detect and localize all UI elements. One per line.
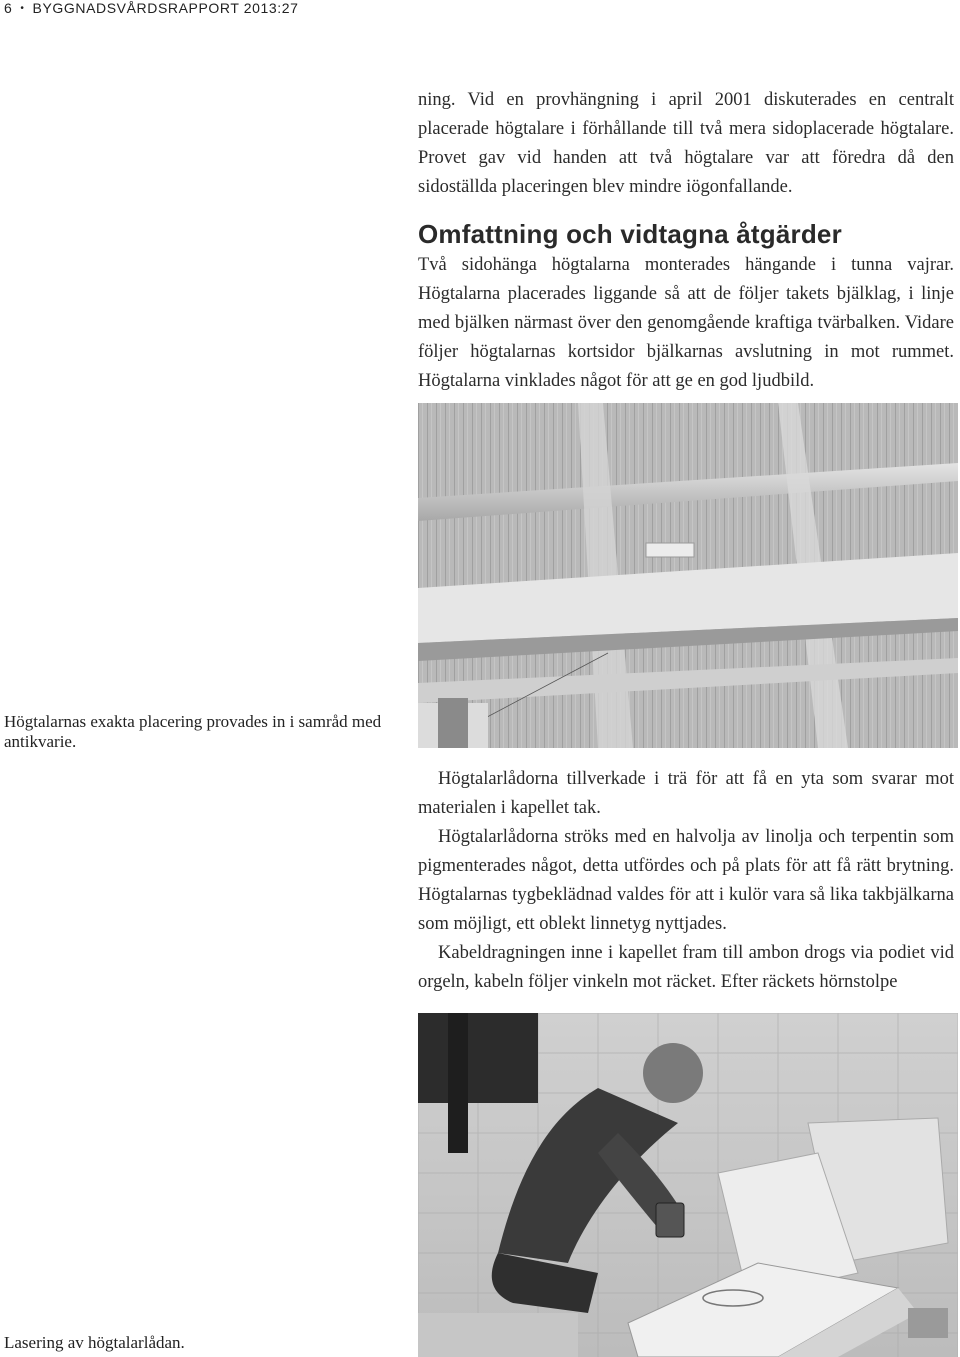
body-column [418, 765, 954, 997]
body-paragraph-3: Kabeldragningen inne i kapellet fram till ambon drogs via podiet vid orgeln, kabeln följer vinkeln mot räcket. Efter räckets hörnstolpe [418, 943, 954, 992]
figure-caption-2: Lasering av högtalarlådan. [4, 1333, 185, 1352]
section-paragraph: Två sidohänga högtalarna monterades hängande i tunna vajrar. Högtalarna placerades liggande så att de följer takets bjälklag, i linje med bjälken närmast över den genomgående kraftiga tvärbalken. Vidare följer högtalarnas kortsidor bjälkarnas avslutning in mot rummet. Högtalarna vinklades något för att ge en god ljudbild. [418, 255, 954, 391]
figure-caption-1: Högtalarnas exakta placering provades in i samråd med antikvarie. [4, 712, 382, 751]
section-heading: Omfattning och vidtagna åtgärder [418, 219, 842, 249]
body-paragraph-2: Högtalarlådorna ströks med en halvolja av linolja och terpentin som pigmenterades något, detta utfördes och på plats för att få rätt brytning. Högtalarnas tygbeklädnad valdes för att i kulör vara så lika takbjälkarna som möjligt, ett oblekt linnetyg nyttjades. [418, 827, 954, 934]
running-head [4, 0, 299, 20]
ceiling-photo-illustration [418, 403, 958, 748]
intro-column [418, 86, 954, 202]
ceiling-photo [418, 403, 958, 748]
bullet-separator: • [20, 3, 25, 14]
intro-paragraph: ning. Vid en provhängning i april 2001 diskuterades en centralt placerade högtalare i förhållande till två mera sidoplacerade högtalare. Provet gav vid handen att två högtalare var att föredra då den sidoställda placeringen blev mindre iögonfallande. [418, 90, 954, 197]
body-paragraph-1: Högtalarlådorna tillverkade i trä för att få en yta som svarar mot materialen i kapellet tak. [418, 769, 954, 818]
workshop-photo [418, 1013, 958, 1357]
report-title: BYGGNADSVÅRDSRAPPORT 2013:27 [32, 0, 299, 16]
page-number: 6 [4, 0, 13, 16]
section-column [418, 251, 954, 396]
workshop-photo-illustration [418, 1013, 958, 1357]
